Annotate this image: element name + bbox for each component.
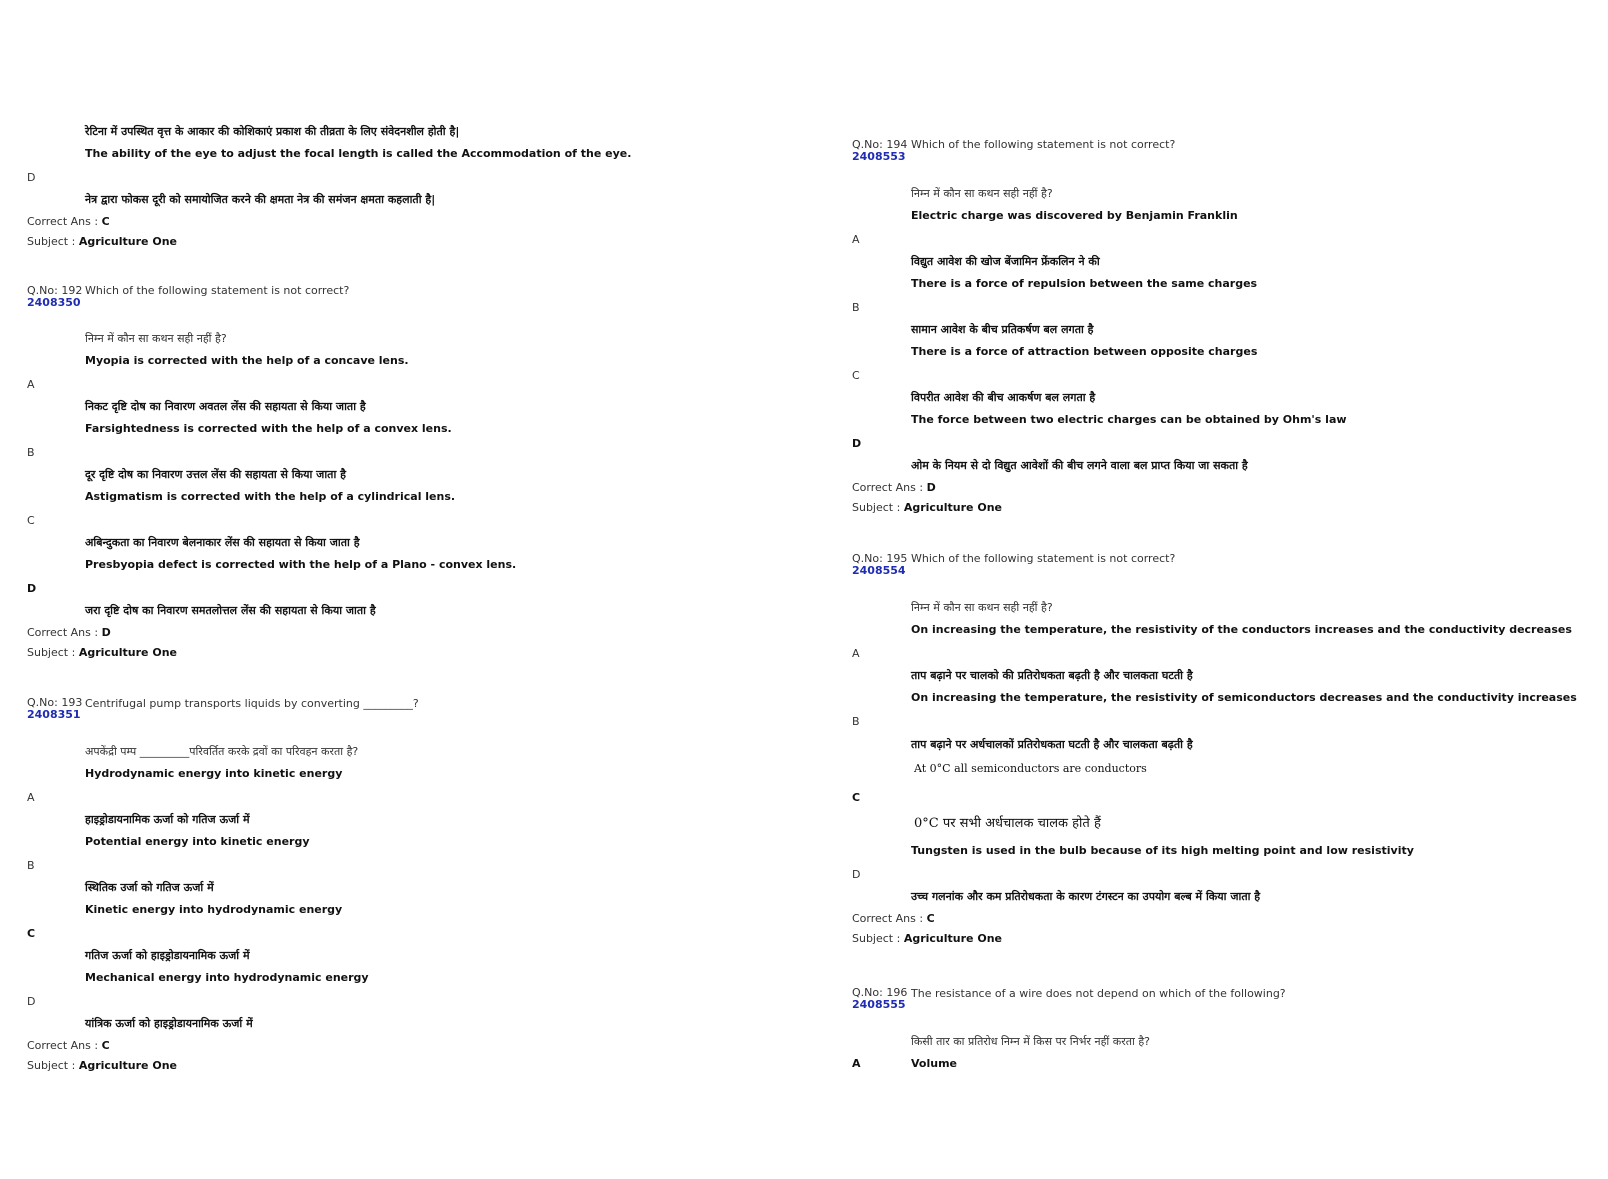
correct-answer: Correct Ans : C (27, 1039, 110, 1052)
option-letter-b: B (27, 859, 35, 872)
option-c-english: At 0°C all semiconductors are conductors (914, 762, 1147, 775)
question-text-hindi: निम्न में कौन सा कथन सही नहीं है? (911, 187, 1053, 200)
option-a-english: On increasing the temperature, the resistivity of the conductors increases and the conductivity decreases (911, 623, 1572, 636)
option-a-english: Electric charge was discovered by Benjamin Franklin (911, 209, 1238, 222)
question-number: Q.No: 194 (852, 138, 908, 151)
option-letter-c: C (27, 927, 36, 940)
option-a-hindi: विद्युत आवेश की खोज बेंजामिन फ्रेंकलिन ने की (911, 255, 1100, 268)
option-d-hindi: ओम के नियम से दो विद्युत आवेशों की बीच लगने वाला बल प्राप्त किया जा सकता है (911, 459, 1248, 472)
option-a-english: Hydrodynamic energy into kinetic energy (85, 767, 343, 780)
option-letter-c: C (852, 369, 860, 382)
option-b-hindi: दूर दृष्टि दोष का निवारण उत्तल लेंस की सहायता से किया जाता है (85, 468, 346, 481)
option-letter-a: A (27, 791, 35, 804)
option-a-english: Myopia is corrected with the help of a concave lens. (85, 354, 409, 367)
question-number: Q.No: 196 (852, 986, 908, 999)
option-b-english: Farsightedness is corrected with the help of a convex lens. (85, 422, 452, 435)
option-c-hindi: रेटिना में उपस्थित वृत्त के आकार की कोशिकाएं प्रकाश की तीव्रता के लिए संवेदनशील होती है| (85, 125, 460, 138)
option-c-hindi: 0°C पर सभी अर्धचालक चालक होते हैं (914, 816, 1101, 831)
subject-line: Subject : Agriculture One (852, 501, 1002, 514)
option-c-english: Kinetic energy into hydrodynamic energy (85, 903, 343, 916)
option-b-english: On increasing the temperature, the resistivity of semiconductors decreases and the conductivity increases (911, 691, 1577, 704)
subject-line: Subject : Agriculture One (27, 646, 177, 659)
subject-line: Subject : Agriculture One (852, 932, 1002, 945)
option-d-english: The force between two electric charges can be obtained by Ohm's law (911, 413, 1347, 426)
option-c-hindi: विपरीत आवेश की बीच आकर्षण बल लगता है (911, 391, 1096, 404)
option-a-hindi: ताप बढ़ाने पर चालको की प्रतिरोधकता बढ़ती है और चालकता घटती है (911, 669, 1193, 682)
question-text-hindi: किसी तार का प्रतिरोध निम्न में किस पर निर्भर नहीं करता है? (911, 1035, 1150, 1048)
option-letter-c: C (27, 514, 35, 527)
option-c-hindi: अबिन्दुकता का निवारण बेलनाकार लेंस की सहायता से किया जाता है (85, 536, 360, 549)
option-letter-c: C (852, 791, 861, 804)
option-d-hindi: उच्च गलनांक और कम प्रतिरोधकता के कारण टंगस्टन का उपयोग बल्ब में किया जाता है (911, 890, 1261, 903)
option-letter-d: D (852, 437, 862, 450)
option-letter-d: D (27, 582, 37, 595)
option-c-english: There is a force of attraction between opposite charges (911, 345, 1258, 358)
option-b-english: There is a force of repulsion between the same charges (911, 277, 1258, 290)
correct-answer: Correct Ans : C (852, 912, 935, 925)
option-d-english: Tungsten is used in the bulb because of its high melting point and low resistivity (911, 844, 1414, 857)
question-id: 2408553 (852, 150, 906, 163)
question-text: Which of the following statement is not correct? (85, 284, 350, 297)
option-d-english: Presbyopia defect is corrected with the help of a Plano - convex lens. (85, 558, 517, 571)
option-letter-a: A (852, 233, 860, 246)
option-letter-a: A (852, 647, 860, 660)
option-d-english: The ability of the eye to adjust the focal length is called the Accommodation of the eye. (85, 147, 632, 160)
option-d-english: Mechanical energy into hydrodynamic energy (85, 971, 369, 984)
option-letter-b: B (852, 301, 860, 314)
option-c-hindi: गतिज ऊर्जा को हाइड्रोडायनामिक ऊर्जा में (85, 949, 250, 962)
option-b-hindi: ताप बढ़ाने पर अर्धचालकों प्रतिरोधकता घटती है और चालकता बढ़ती है (911, 738, 1193, 751)
question-text-hindi: निम्न में कौन सा कथन सही नहीं है? (85, 332, 227, 345)
question-id: 2408350 (27, 296, 81, 309)
option-d-hindi: यांत्रिक ऊर्जा को हाइड्रोडायनामिक ऊर्जा में (85, 1017, 253, 1030)
option-b-hindi: स्थितिक उर्जा को गतिज ऊर्जा में (85, 881, 214, 894)
question-id: 2408351 (27, 708, 81, 721)
option-c-english: Astigmatism is corrected with the help of a cylindrical lens. (85, 490, 456, 503)
option-d-hindi: नेत्र द्वारा फोकस दूरी को समायोजित करने की क्षमता नेत्र की समंजन क्षमता कहलाती है| (85, 193, 436, 206)
option-letter-d: D (27, 171, 36, 184)
question-text-hindi: निम्न में कौन सा कथन सही नहीं है? (911, 601, 1053, 614)
question-text-hindi: अपकेंद्री पम्प _________परिवर्तित करके द्रवों का परिवहन करता है? (85, 745, 359, 758)
question-number: Q.No: 193 (27, 696, 83, 709)
option-a-english: Volume (911, 1057, 957, 1070)
question-text: Which of the following statement is not correct? (911, 552, 1176, 565)
option-letter-a: A (27, 378, 35, 391)
correct-answer: Correct Ans : D (852, 481, 936, 494)
option-d-hindi: जरा दृष्टि दोष का निवारण समतलोत्तल लेंस की सहायता से किया जाता है (85, 604, 376, 617)
option-b-hindi: सामान आवेश के बीच प्रतिकर्षण बल लगता है (911, 323, 1094, 336)
question-number: Q.No: 192 (27, 284, 83, 297)
question-number: Q.No: 195 (852, 552, 908, 565)
option-letter-b: B (27, 446, 35, 459)
option-letter-d: D (27, 995, 36, 1008)
subject-line: Subject : Agriculture One (27, 1059, 177, 1072)
question-text: Centrifugal pump transports liquids by converting _________? (85, 697, 419, 710)
option-letter-b: B (852, 715, 860, 728)
question-text: Which of the following statement is not correct? (911, 138, 1176, 151)
correct-answer: Correct Ans : D (27, 626, 111, 639)
option-a-hindi: हाइड्रोडायनामिक ऊर्जा को गतिज ऊर्जा में (85, 813, 250, 826)
option-letter-a: A (852, 1057, 861, 1070)
subject-line: Subject : Agriculture One (27, 235, 177, 248)
question-text: The resistance of a wire does not depend on which of the following? (911, 987, 1286, 1000)
correct-answer: Correct Ans : C (27, 215, 110, 228)
question-id: 2408554 (852, 564, 906, 577)
option-a-hindi: निकट दृष्टि दोष का निवारण अवतल लेंस की सहायता से किया जाता है (85, 400, 366, 413)
option-letter-d: D (852, 868, 861, 881)
option-b-english: Potential energy into kinetic energy (85, 835, 310, 848)
question-id: 2408555 (852, 998, 906, 1011)
